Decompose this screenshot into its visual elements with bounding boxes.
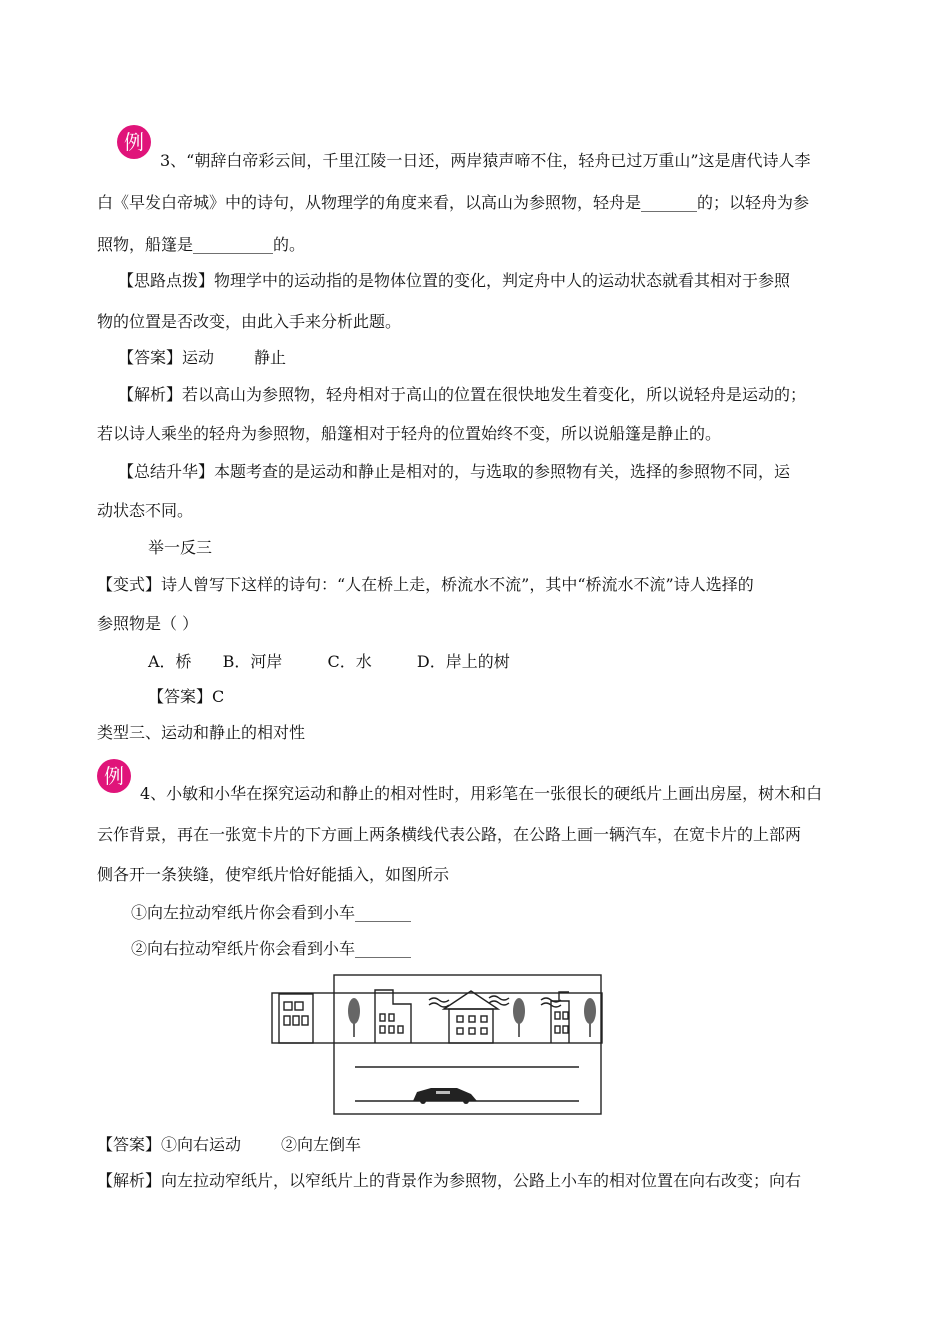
variant-answer: 【答案】C (148, 687, 225, 706)
example4-analysis-line1: 【解析】向左拉动窄纸片，以窄纸片上的背景作为参照物，公路上小车的相对位置在向右改变；向右 (97, 1171, 802, 1190)
example4-line3: 侧各开一条狭缝，使窄纸片恰好能插入，如图所示 (97, 865, 450, 884)
option-a: A．桥 (148, 652, 192, 671)
answer-value2: 静止 (254, 348, 287, 367)
analysis-line1: 【解析】若以高山为参照物，轻舟相对于高山的位置在很快地发生着变化，所以说轻舟是运动的； (118, 385, 807, 404)
answer-label: 【答案】运动 (118, 348, 215, 367)
summary-line2: 动状态不同。 (97, 501, 194, 520)
example3-line1: 3、“朝辞白帝彩云间，千里江陵一日还，两岸猿声啼不住，轻舟已过万重山”这是唐代诗人李 (160, 151, 811, 170)
variant-line2: 参照物是（ ） (97, 614, 199, 633)
badge-glyph: 例 (124, 130, 144, 154)
answer-a: 【答案】①向右运动 (97, 1135, 242, 1154)
example-badge-icon (96, 758, 132, 794)
example-badge-icon (116, 124, 152, 160)
practice-heading: 举一反三 (148, 538, 213, 557)
variant-line1: 【变式】诗人曾写下这样的诗句：“人在桥上走，桥流水不流”，其中“桥流水不流”诗人选择的 (97, 575, 754, 594)
summary-line1: 【总结升华】本题考查的是运动和静止是相对的，与选取的参照物有关，选择的参照物不同，运 (118, 462, 791, 481)
building-icon (279, 994, 313, 1043)
option-d: D．岸上的树 (416, 652, 510, 671)
option-b: B．河岸 (222, 652, 283, 671)
tree-icon (513, 998, 525, 1037)
house-icon (444, 991, 498, 1043)
hint-line2: 物的位置是否改变，由此入手来分析此题。 (97, 312, 402, 331)
building-icon (551, 992, 569, 1043)
sliding-card-figure (271, 974, 603, 1118)
example3-line3: 照物，船篷是__________的。 (97, 235, 306, 254)
option-c: C．水 (327, 652, 372, 671)
tree-icon (348, 998, 360, 1037)
example3-answer (118, 347, 286, 369)
badge-glyph: 例 (104, 764, 124, 788)
variant-options (148, 651, 510, 673)
section-title: 类型三、运动和静止的相对性 (97, 723, 306, 742)
example4-line1: 4、小敏和小华在探究运动和静止的相对性时，用彩笔在一张很长的硬纸片上画出房屋，树木和白 (140, 784, 823, 803)
hint-line1: 【思路点拨】物理学中的运动指的是物体位置的变化，判定舟中人的运动状态就看其相对于参照 (118, 271, 791, 290)
example3-line2: 白《早发白帝城》中的诗句，从物理学的角度来看，以高山为参照物，轻舟是_______的；以轻舟为参 (97, 193, 810, 212)
answer-b: ②向左倒车 (281, 1135, 362, 1154)
tree-icon (584, 998, 596, 1037)
cloud-icon (429, 996, 561, 1007)
example4-q2: ②向右拉动窄纸片你会看到小车_______ (131, 939, 412, 958)
example4-answer (97, 1134, 361, 1156)
example4-q1: ①向左拉动窄纸片你会看到小车_______ (131, 903, 412, 922)
example4-line2: 云作背景，再在一张宽卡片的下方画上两条横线代表公路，在公路上画一辆汽车，在宽卡片的上部两 (97, 825, 802, 844)
analysis-line2: 若以诗人乘坐的轻舟为参照物，船篷相对于轻舟的位置始终不变，所以说船篷是静止的。 (97, 424, 722, 443)
building-icon (375, 990, 411, 1043)
